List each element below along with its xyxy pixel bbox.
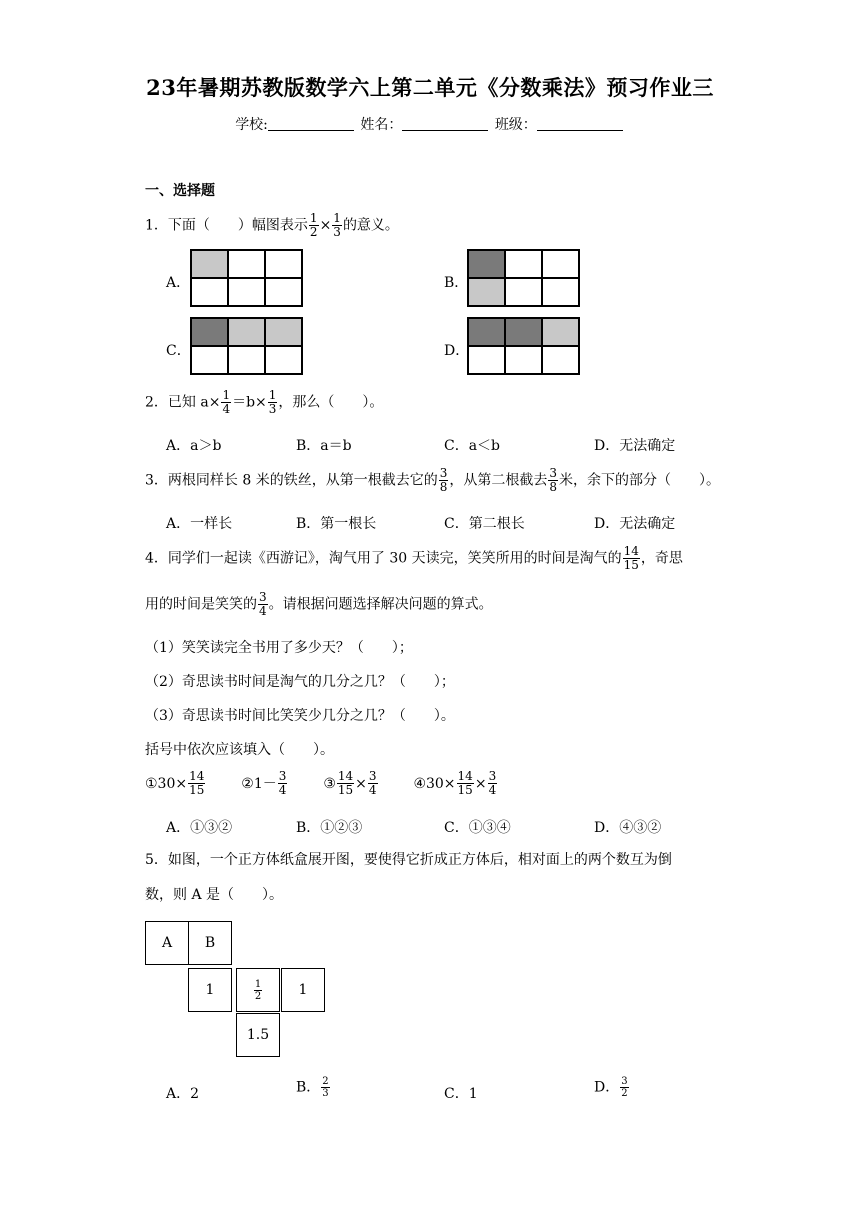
option-a-label: A． — [166, 275, 191, 291]
net-face-one-left: 1 — [188, 968, 232, 1012]
net-face-one-half: $\frac{1}{2}$ — [236, 968, 280, 1012]
q4-option-d[interactable]: D．④③② — [594, 820, 662, 836]
option-c-label: C． — [166, 343, 191, 359]
option-b-figure — [467, 249, 580, 307]
option-b-label: B． — [444, 275, 469, 291]
q2-prefix: 2．已知 a× — [145, 394, 221, 411]
q4-sub1: （1）笑笑读完全书用了多少天？（ ）； — [145, 640, 413, 656]
fraction-one-third: $\frac{1}{3}$ — [333, 211, 341, 239]
option-c-figure — [190, 317, 303, 375]
option-d-figure — [467, 317, 580, 375]
q5-option-b[interactable]: B． $\frac{2}{3}$ — [296, 1076, 329, 1099]
q3-option-c[interactable]: C．第二根长 — [444, 516, 525, 532]
q4-sub3: （3）奇思读书时间比笑笑少几分之几？（ ）。 — [145, 708, 455, 724]
school-blank[interactable] — [268, 116, 354, 131]
class-blank[interactable] — [537, 116, 623, 131]
question-4-line1 — [145, 545, 683, 572]
option-a-figure — [190, 249, 303, 307]
question-1 — [145, 212, 399, 239]
q3-prefix: 3．两根同样长 8 米的铁丝，从第一根截去它的 — [145, 472, 438, 489]
q3-option-a[interactable]: A．一样长 — [166, 516, 233, 532]
expression-1: ①30× $\frac{14}{15}$ — [145, 769, 205, 797]
question-5-line2: 数，则 A 是（ ）。 — [145, 887, 284, 903]
page-title: 23年暑期苏教版数学六上第二单元《分数乘法》预习作业三 — [146, 75, 714, 100]
q4-sub2: （2）奇思读书时间是淘气的几分之几？（ ）； — [145, 674, 455, 690]
student-info-line — [0, 114, 860, 134]
q4-line1-prefix: 4．同学们一起读《西游记》，淘气用了 30 天读完，笑笑所用的时间是淘气的 — [145, 550, 622, 567]
q4-option-c[interactable]: C．①③④ — [444, 820, 511, 836]
net-face-one-point-five: 1.5 — [236, 1013, 280, 1057]
q4-line2-suffix: 。请根据问题选择解决问题的算式。 — [268, 596, 493, 613]
q5-option-c[interactable]: C．1 — [444, 1086, 478, 1102]
school-label: 学校: — [235, 117, 268, 133]
q5-option-a[interactable]: A．2 — [166, 1086, 200, 1102]
fraction-three-eighths: $\frac{3}{8}$ — [439, 466, 448, 494]
name-blank[interactable] — [402, 116, 488, 131]
q4-line1-suffix: ，奇思 — [640, 550, 683, 567]
q4-option-a[interactable]: A．①③② — [166, 820, 233, 836]
q4-option-b[interactable]: B．①②③ — [296, 820, 363, 836]
q2-option-d[interactable]: D．无法确定 — [594, 438, 676, 454]
class-label: 班级： — [494, 117, 537, 133]
net-face-a: A — [145, 921, 189, 965]
name-label: 姓名： — [360, 117, 403, 133]
question-3 — [145, 467, 720, 494]
option-d-label: D． — [444, 343, 470, 359]
expression-3: ③ $\frac{14}{15}$ × $\frac{3}{4}$ — [323, 769, 377, 797]
q4-line2-prefix: 用的时间是笑笑的 — [145, 596, 257, 613]
fraction-three-fourths: $\frac{3}{4}$ — [259, 590, 267, 618]
q2-option-c[interactable]: C．a＜b — [444, 438, 501, 454]
fraction-fourteen-fifteenths: $\frac{14}{15}$ — [623, 544, 639, 572]
q2-option-b[interactable]: B．a＝b — [296, 438, 352, 454]
net-face-b: B — [188, 921, 232, 965]
q3-mid: ，从第二根截去 — [449, 472, 548, 489]
q3-option-b[interactable]: B．第一根长 — [296, 516, 377, 532]
fraction-one-fourth: $\frac{1}{4}$ — [222, 388, 231, 416]
q4-fill-prompt: 括号中依次应该填入（ ）。 — [145, 742, 334, 758]
q4-expressions — [145, 770, 498, 797]
q5-option-d[interactable]: D． $\frac{3}{2}$ — [594, 1076, 628, 1099]
times-sign: × — [319, 217, 332, 234]
question-5-line1: 5．如图，一个正方体纸盒展开图，要使得它折成正方体后，相对面上的两个数互为倒 — [145, 852, 672, 868]
net-face-one-right: 1 — [281, 968, 325, 1012]
section-heading: 一、选择题 — [145, 183, 215, 199]
fraction-one-third: $\frac{1}{3}$ — [268, 388, 277, 416]
expression-4: ④30× $\frac{14}{15}$ × $\frac{3}{4}$ — [413, 769, 497, 797]
q3-option-d[interactable]: D．无法确定 — [594, 516, 676, 532]
fraction-one-half: $\frac{1}{2}$ — [309, 211, 318, 239]
q3-suffix: 米，余下的部分（ ）。 — [559, 472, 720, 489]
q2-suffix: ，那么（ ）。 — [278, 394, 384, 411]
q2-option-a[interactable]: A．a＞b — [166, 438, 222, 454]
q1-suffix: 的意义。 — [342, 217, 399, 234]
question-2 — [145, 389, 383, 416]
expression-2: ②1－ $\frac{3}{4}$ — [241, 769, 287, 797]
question-4-line2 — [145, 591, 493, 618]
fraction-three-eighths-meter: $\frac{3}{8}$ — [549, 466, 557, 494]
q2-mid: ＝b× — [232, 394, 267, 411]
q1-prefix: 1．下面（ ）幅图表示 — [145, 217, 308, 234]
